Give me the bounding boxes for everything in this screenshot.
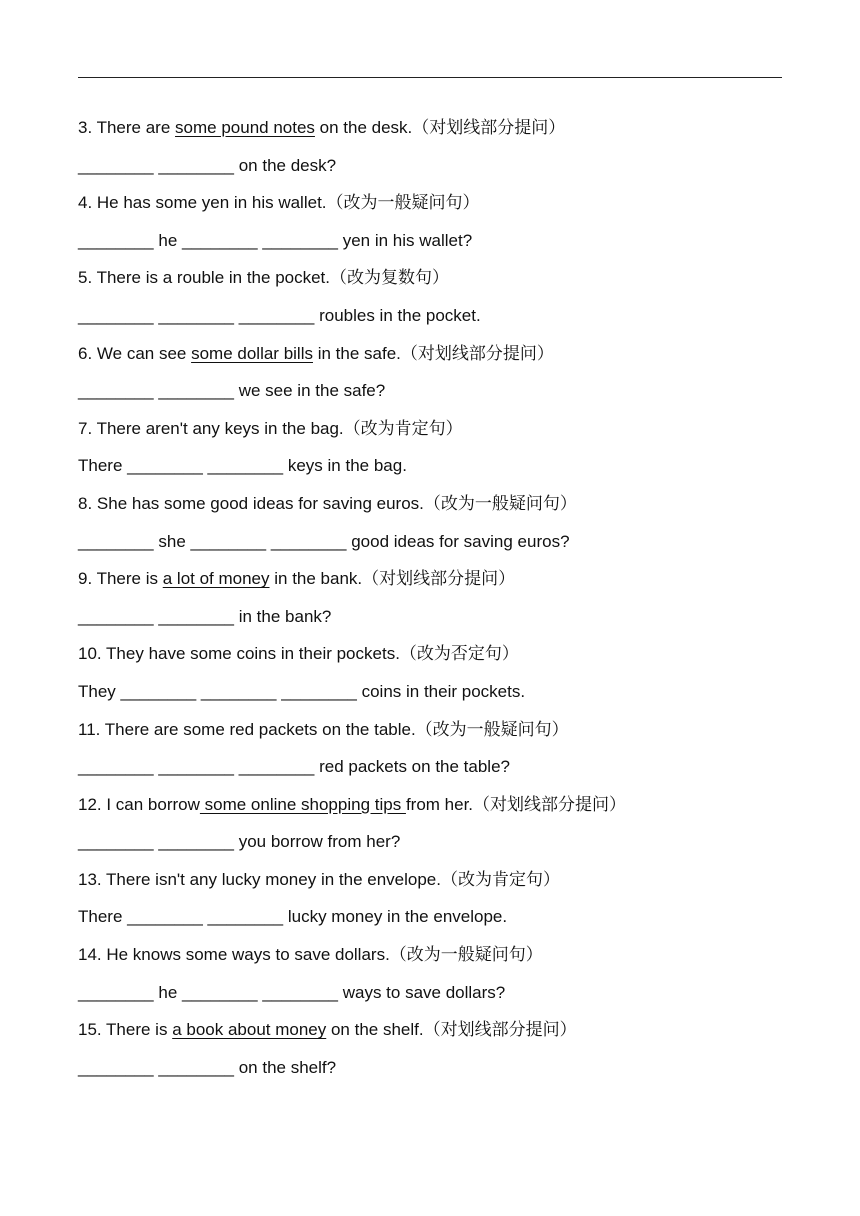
question-text: in the safe.（对划线部分提问） [312, 343, 554, 363]
question-text: 11. There are some red packets on the table.（改为一般疑问句） [78, 719, 569, 739]
answer-line: There ________ ________ lucky money in the envelope. [78, 907, 508, 927]
question-text: 3. There are [78, 118, 176, 137]
question-line [78, 114, 788, 152]
answer-line: ________ ________ on the shelf? [78, 1057, 337, 1077]
underlined-phrase: some dollar bills [191, 343, 313, 363]
question-line [78, 490, 788, 528]
answer-line: ________ ________ on the desk? [78, 155, 337, 175]
answer-line: ________ ________ in the bank? [78, 606, 332, 626]
question-text: 14. He knows some ways to save dollars.（改为一般疑问句） [78, 945, 543, 965]
question-text: 4. He has some yen in his wallet.（改为一般疑问句） [78, 193, 480, 213]
underlined-phrase: some online shopping tips [199, 794, 406, 814]
answer-line: They ________ ________ ________ coins in their pockets. [78, 681, 526, 701]
question-text: on the shelf.（对划线部分提问） [326, 1020, 577, 1040]
answer-line: ________ he ________ ________ ways to save dollars? [78, 982, 506, 1002]
question-line [78, 264, 788, 302]
question-text: 9. There is [78, 569, 163, 589]
question-text: 13. There isn't any lucky money in the envelope.（改为肯定句） [78, 869, 560, 889]
answer-line: ________ she ________ ________ good ideas for saving euros? [78, 531, 570, 551]
question-text: 8. She has some good ideas for saving euros.（改为一般疑问句） [78, 493, 577, 513]
question-text: 5. There is a rouble in the pocket.（改为复数句） [78, 268, 450, 288]
question-line [78, 791, 788, 829]
answer-line: ________ ________ ________ red packets on the table? [78, 757, 510, 777]
underlined-phrase: some pound notes [175, 118, 315, 137]
question-line [78, 716, 788, 754]
question-line [78, 640, 788, 678]
question-text: from her.（对划线部分提问） [405, 794, 627, 814]
question-line [78, 941, 788, 979]
header-rule [78, 77, 782, 78]
question-text: 7. There aren't any keys in the bag.（改为肯定句） [78, 418, 463, 438]
question-line [78, 1016, 788, 1054]
answer-line: ________ ________ ________ roubles in the pocket. [78, 305, 481, 325]
question-line [78, 415, 788, 453]
question-text: 10. They have some coins in their pockets.（改为否定句） [78, 644, 519, 664]
answer-line: ________ ________ you borrow from her? [78, 832, 401, 852]
question-text: 12. I can borrow [78, 794, 200, 814]
question-line [78, 866, 788, 904]
question-text: on the desk.（对划线部分提问） [314, 118, 566, 137]
question-text: in the bank.（对划线部分提问） [269, 569, 516, 589]
answer-line: ________ ________ we see in the safe? [78, 381, 386, 401]
question-text: 15. There is [78, 1020, 173, 1040]
question-line [78, 340, 788, 378]
exercise-list [78, 114, 788, 1091]
underlined-phrase: a book about money [172, 1020, 327, 1040]
answer-line: ________ he ________ ________ yen in his wallet? [78, 230, 473, 250]
answer-line: There ________ ________ keys in the bag. [78, 456, 407, 476]
question-line [78, 189, 788, 227]
question-line [78, 565, 788, 603]
question-text: 6. We can see [78, 343, 192, 363]
underlined-phrase: a lot of money [162, 569, 270, 589]
